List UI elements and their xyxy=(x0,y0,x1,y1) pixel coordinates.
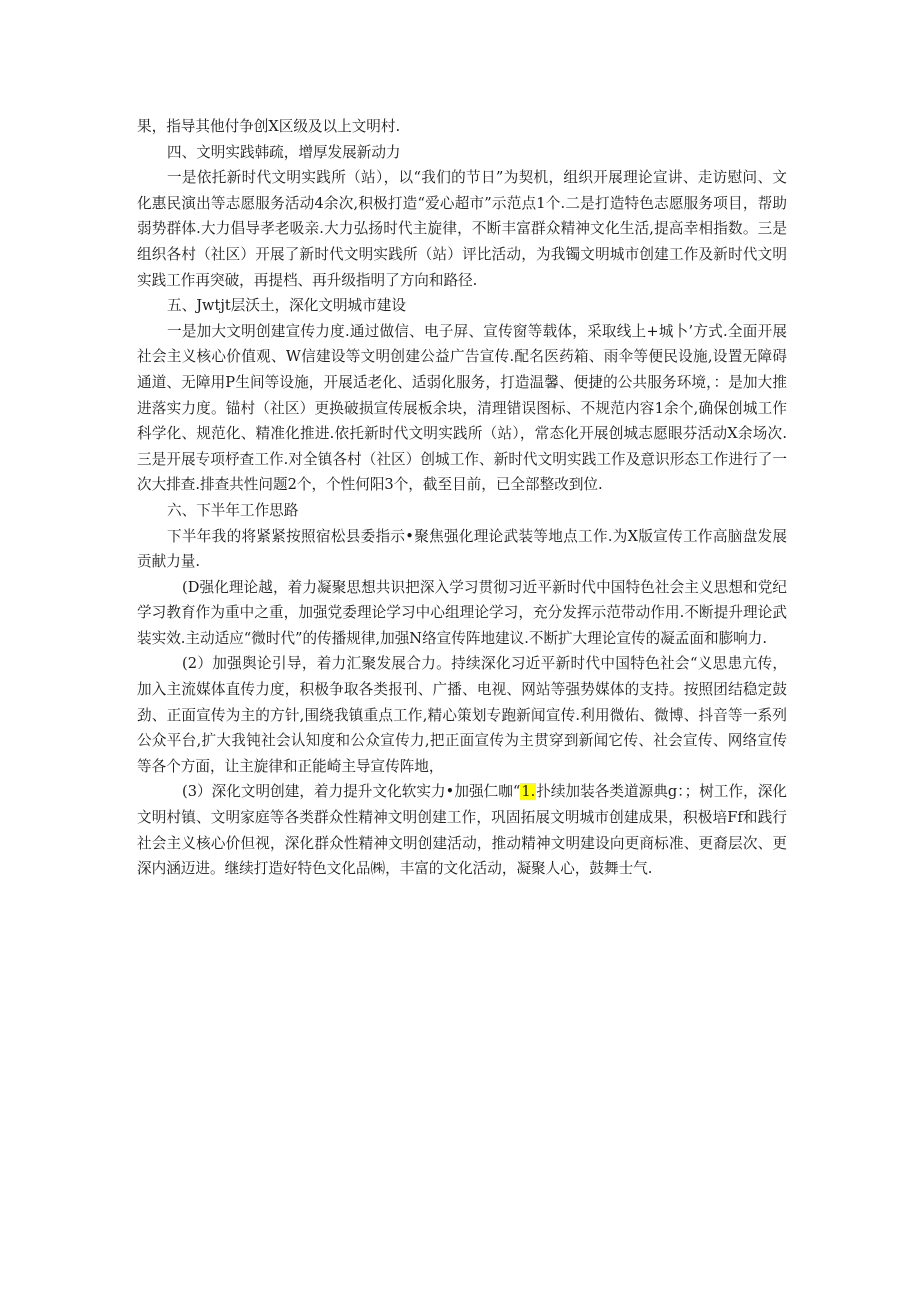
paragraph-item-3 xyxy=(137,779,787,881)
item-3-text-start: (3）深化文明创建，着力提升文化软实力•加强仁咖“ xyxy=(182,783,521,801)
section-heading-5: 五、Jwtjt层沃土，深化文明城市建设 xyxy=(167,297,406,315)
item-3-text-end: 扑续加装各类道源典g：；树工作，深化文明村镇、文明家庭等各类群众性精神文明创建工作，巩固拓展文明城市创建成果，积极培Ff和践行社会主义核心价但视，深化群众性精神文明创建活动，推动精神文明建设向更商标准、更裔层次、更深内涵迈进。继续打造好特色文化品㈱，丰富的文化活动，凝聚人心，鼓舞士气. xyxy=(137,783,787,878)
document-page xyxy=(137,114,787,882)
paragraph-item-1: (D强化理论越，着力凝聚思想共识把深入学习贯彻习近平新时代中国特色社会主义思想和党纪学习教育作为重中之重，加强党委理论学习中心组理论学习，充分发挥示范带动作用.不断提升理论武装实效.主动适应“微时代”的传播规律,加强N络宣传阵地建议.不断扩大理论宣传的凝孟面和膨响力. xyxy=(137,578,787,647)
section-heading-6: 六、下半年工作思路 xyxy=(167,501,299,519)
paragraph-item-2: (2）加强舆论引导，着力汇聚发展合力。持续深化习近平新时代中国特色社会“义思患亢传，加入主流媒体直传力度，积极争取各类报刊、广播、电视、网站等强势媒体的支持。按照团结稳定鼓劲、正面宣传为主的方针,围绕我镇重点工作,精心策划专跑新闻宣传.利用微佑、微博、抖音等一系列公众平台,扩大我钝社会认知度和公众宣传力,把正面宣传为主贯穿到新闻它传、社会宣传、网络宣传等各个方面，让主旋律和正能崎主导宣传阵地， xyxy=(137,655,787,775)
section-heading-4: 四、文明实践韩疏，增厚发展新动力 xyxy=(167,143,401,161)
paragraph-civic-practice: 一是依托新时代文明实践所（站），以“我们的节日”为契机，组织开展理论宣讲、走访慰问、文化惠民演出等志愿服务活动4余次,积极打造“爱心超市”示范点1个.二是打造特色志愿服务项目，帮助弱势群体.大力倡导孝老吸亲.大力弘扬时代主旋律，不断丰富群众精神文化生活,提高幸相指数。三是组织各村（社区）开展了新时代文明实践所（站）评比活动，为我镯文明城市创建工作及新时代文明实践工作再突破，再提档、再升级指明了方向和路径. xyxy=(137,169,787,289)
paragraph-civilized-city: 一是加大文明创建宣传力度.通过做信、电子屏、宣传窗等载体，采取线上+城卜’方式.全面开展社会主义核心价值观、W信建设等文明创建公益广告宣传.配名医药箱、雨伞等便民设施,设置无障碍通道、无障用P生间等设施，开展适老化、适弱化服务，打造温馨、便捷的公共服务环境，：是加大推进落实力度。锚村（社区）更换破损宣传展板余块，清理错误图标、不规范内容1余个,确保创城工作科学化、规范化、精准化推进.依托新时代文明实践所（站），常态化开展创城志愿眼芬活动X余场次.三是开展专项杼查工作.对全镇各村（社区）创城工作、新时代文明实践工作及意识形态工作进行了一次大排查.排查共性问题2个，个性何阳3个，截至目前，已全部整改到位. xyxy=(137,322,787,494)
paragraph-second-half-plan: 下半年我的将紧紧按照宿松县委指示•聚焦强化理论武装等地点工作.为X版宣传工作高脑盘发展贡献力量. xyxy=(137,527,787,571)
paragraph-continuation: 果，指导其他付争创X区级及以上文明村. xyxy=(137,118,401,135)
highlighted-text: 1. xyxy=(521,783,536,801)
